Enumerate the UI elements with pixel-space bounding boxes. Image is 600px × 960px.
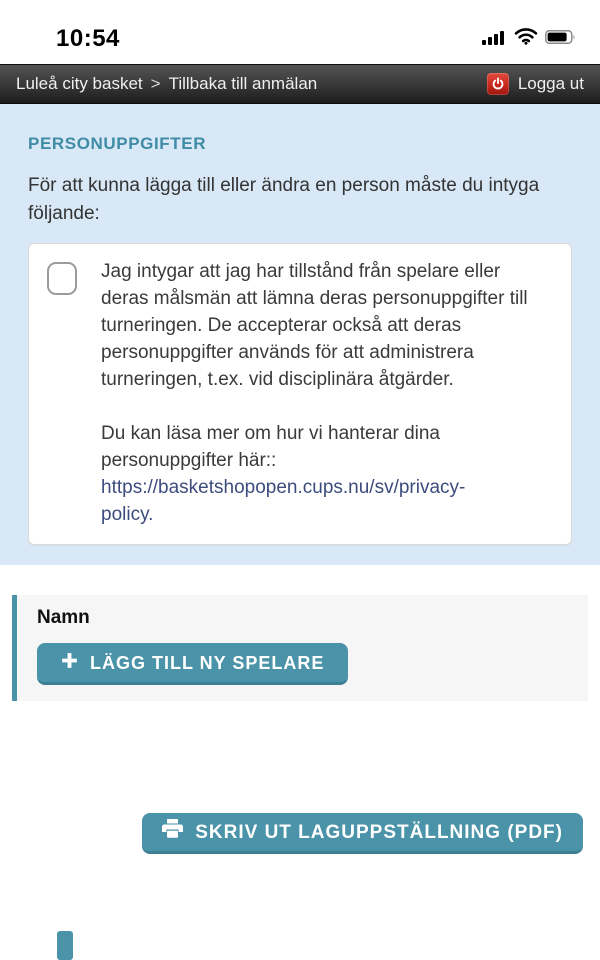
name-column-label: Namn (37, 607, 90, 629)
privacy-intro-text: Du kan läsa mer om hur vi hanterar dina personuppgifter här:: (101, 423, 440, 472)
logout-label: Logga ut (517, 74, 584, 93)
club-name-label: Luleå city basket (16, 74, 143, 93)
cellular-signal-icon (482, 29, 507, 50)
breadcrumb (16, 74, 317, 94)
logout-button[interactable] (487, 73, 584, 95)
status-bar (0, 0, 600, 64)
print-roster-label: SKRIV UT LAGUPPSTÄLLNING (PDF) (195, 821, 563, 843)
printer-icon (162, 819, 183, 846)
consent-checkbox[interactable] (47, 262, 77, 295)
bottom-accent-bar (57, 931, 73, 960)
add-player-button[interactable] (37, 643, 348, 685)
players-panel (12, 595, 588, 701)
power-icon (487, 73, 509, 95)
print-row (0, 813, 600, 854)
consent-text-block (101, 258, 553, 528)
battery-icon (545, 30, 576, 49)
privacy-paragraph (101, 420, 553, 528)
wifi-icon (514, 28, 538, 50)
add-player-label: LÄGG TILL NY SPELARE (90, 653, 325, 674)
personuppgifter-section (0, 104, 600, 565)
navbar (0, 64, 600, 104)
privacy-policy-link[interactable]: https://basketshopopen.cups.nu/sv/privacy- policy (101, 477, 466, 526)
status-icons (482, 28, 576, 50)
print-roster-button[interactable] (142, 813, 583, 854)
plus-icon (61, 650, 78, 676)
back-to-registration-link[interactable]: Tillbaka till anmälan (168, 74, 318, 93)
consent-card (28, 243, 572, 545)
section-heading: PERSONUPPGIFTER (28, 134, 207, 153)
consent-statement: Jag intygar att jag har tillstånd från spelare eller deras målsmän att lämna deras personuppgifter till turneringen. De accepterar också att deras personuppgifter används för att administrera turneringen, t.ex. vid disciplinära åtgärder. (101, 261, 528, 391)
link-suffix: . (148, 504, 154, 526)
breadcrumb-separator: > (150, 74, 161, 93)
clock-text: 10:54 (56, 25, 120, 52)
section-intro-text: För att kunna lägga till eller ändra en person måste du intyga följande: (28, 175, 540, 224)
